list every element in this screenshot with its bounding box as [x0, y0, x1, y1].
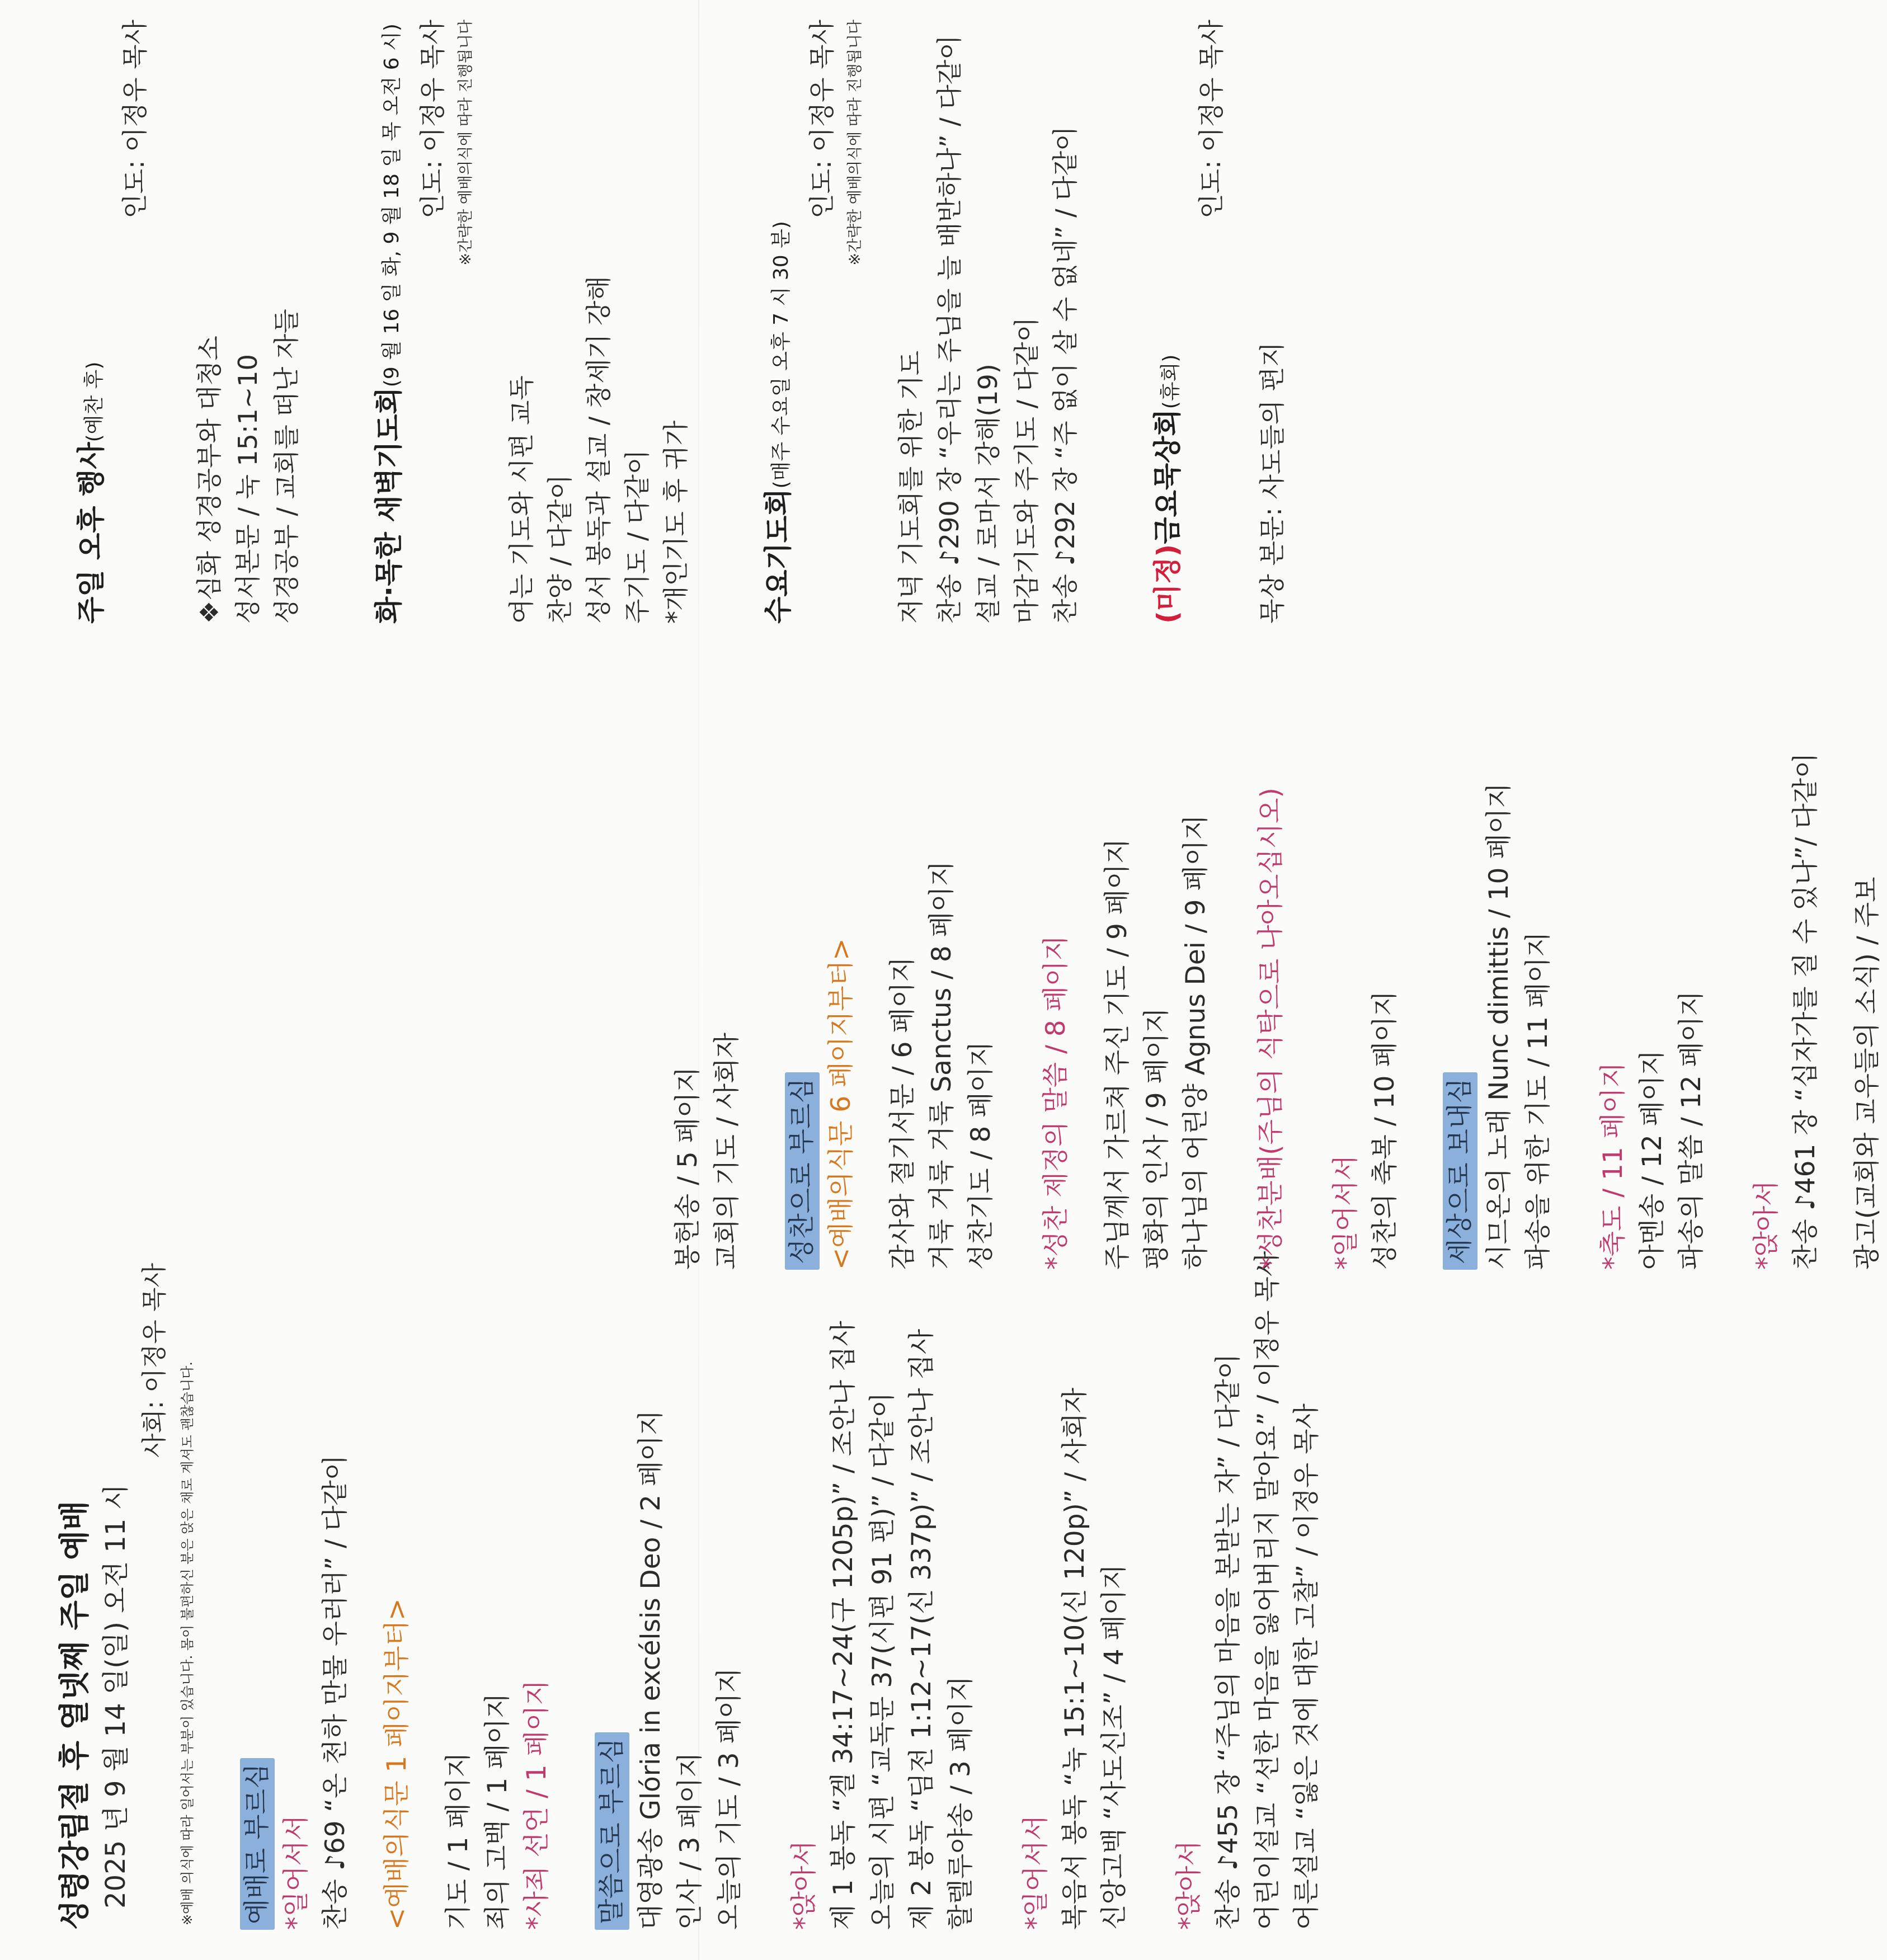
peace-item: 평화의 인사 / 9 페이지 [1141, 1007, 1172, 1270]
psalm-reading: 오늘의 시편 “교독문 37(시편 91 편)” / 다같이 [867, 1392, 898, 1930]
wednesday-prayer-title: 수요기도회(매주 수요일 오후 7 시 30 분) [762, 221, 794, 624]
nunc-dimittis-item: 시므온의 노래 Nunc dimittis / 10 페이지 [1484, 783, 1514, 1270]
wednesday-item: 찬송 ♪292 장 “주 없이 살 수 없네” / 다같이 [1050, 126, 1080, 624]
dawn-prayer-leader: 인도: 이정우 목사 [417, 20, 448, 219]
communion-panel [669, 682, 1883, 1270]
wednesday-item: 마감기도와 주기도 / 다같이 [1011, 317, 1042, 624]
creed-item: 신앙고백 “사도신조” / 4 페이지 [1099, 1564, 1130, 1930]
collect-item: 오늘의 기도 / 3 페이지 [714, 1667, 745, 1930]
closing-hymn: 찬송 ♪461 장 “십자가를 질 수 있나”/ 다같이 [1790, 752, 1821, 1270]
greeting-item: 인사 / 3 페이지 [675, 1752, 705, 1930]
absolution-item: *사죄 선언 / 1 페이지 [521, 1680, 552, 1930]
wednesday-item: 설교 / 로마서 강해(19) [973, 364, 1003, 624]
study-text-item: 성서본문 / 눅 15:1~10 [233, 354, 263, 624]
service-date: 2025 년 9 월 14 일(일) 오전 11 시 [100, 1484, 131, 1909]
sunday-service-panel [53, 1251, 1322, 1930]
friday-meditation-text: 묵상 본문: 사도들의 편지 [1257, 342, 1287, 624]
words-of-institution: *성찬 제정의 말씀 / 8 페이지 [1041, 935, 1071, 1270]
dawn-item: *개인기도 후 귀가 [661, 420, 691, 624]
sending-word-item: 파송의 말씀 / 12 페이지 [1676, 991, 1707, 1270]
deep-study-item: ❖심화 성경공부와 대청소 [194, 336, 224, 624]
adult-sermon: 어른설교 “잃은 것에 대한 고찰” / 이정우 목사 [1291, 1403, 1322, 1930]
liturgy-page-ref: <예배의식문 6 페이지부터> [826, 938, 857, 1270]
opening-hymn: 찬송 ♪69 “온 천하 만물 우러러” / 다같이 [320, 1454, 351, 1930]
agnus-dei-item: 하나님의 어린양 Agnus Dei / 9 페이지 [1180, 814, 1211, 1270]
sit-instruction: *앉아서 [789, 1840, 820, 1930]
stand-instruction: *일어서서 [1020, 1815, 1051, 1930]
section-call-to-worship: 예배로 부르심 [240, 1758, 275, 1930]
announcements-item: 광고(교회와 교우들의 소식) / 주보 [1852, 877, 1883, 1270]
children-sermon: 어린이설교 “선한 마음을 잃어버리지 말아요” / 이정우 목사 [1252, 1251, 1283, 1930]
service-host: 사회: 이정우 목사 [139, 1263, 169, 1458]
confession-item: 죄의 고백 / 1 페이지 [482, 1693, 513, 1930]
section-sending: 세상으로 보내심 [1443, 1072, 1477, 1270]
first-reading: 제 1 봉독 “겔 34:17~24(구 1205p)” / 조안나 집사 [828, 1321, 859, 1930]
gloria-item: 대영광송 Glória in excélsis Deo / 2 페이지 [636, 1410, 666, 1930]
weekly-events-panel [70, 20, 1323, 624]
study-topic-item: 성경공부 / 교회를 떠난 자들 [271, 309, 302, 624]
wednesday-item: 저녁 기도회를 위한 기도 [896, 350, 926, 624]
afternoon-event-title: 주일 오후 행사(예찬 후) [75, 361, 107, 624]
stand-instruction: *일어서서 [1330, 1155, 1361, 1270]
stand-instruction: *일어서서 [281, 1815, 312, 1930]
alleluia-item: 할렐루야송 / 3 페이지 [945, 1676, 976, 1930]
section-communion: 성찬으로 부르심 [785, 1072, 820, 1270]
offertory-item: 봉헌송 / 5 페이지 [672, 1067, 703, 1270]
dawn-item: 찬양 / 다같이 [545, 474, 575, 624]
communion-distribution: *성찬분배(주님의 식탁으로 나아오십시오) [1255, 788, 1286, 1270]
prayer-item: 기도 / 1 페이지 [443, 1752, 474, 1930]
section-word: 말씀으로 부르심 [595, 1732, 629, 1930]
church-prayer-item: 교회의 기도 / 사회자 [712, 1033, 742, 1270]
hymn-item: 찬송 ♪455 장 “주님의 마음을 본받는 자” / 다같이 [1213, 1353, 1244, 1930]
afternoon-leader: 인도: 이정우 목사 [120, 20, 150, 219]
sit-instruction: *앉아서 [1174, 1840, 1204, 1930]
wednesday-prayer-note: ※간략한 예배의식에 따라 진행됩니다 [846, 20, 864, 266]
eucharistic-prayer-item: 성찬기도 / 8 페이지 [966, 1041, 996, 1270]
amen-item: 아멘송 / 12 페이지 [1637, 1050, 1668, 1270]
sending-prayer-item: 파송을 위한 기도 / 11 페이지 [1523, 931, 1554, 1270]
dawn-item: 주기도 / 다같이 [622, 449, 652, 624]
thanksgiving-item: 감사와 절기서문 / 6 페이지 [887, 957, 918, 1270]
gospel-reading: 복음서 봉독 “눅 15:1~10(신 120p)” / 사회자 [1060, 1387, 1090, 1930]
dawn-prayer-note: ※간략한 예배의식에 따라 진행됩니다 [457, 20, 474, 266]
wednesday-prayer-leader: 인도: 이정우 목사 [807, 20, 837, 219]
sit-instruction: *앉아서 [1751, 1180, 1782, 1270]
communion-blessing: 성찬의 축복 / 10 페이지 [1370, 991, 1400, 1270]
liturgy-page-ref: <예배의식문 1 페이지부터> [382, 1598, 412, 1930]
posture-note: ※예배 의식에 따라 일어서는 부분이 있습니다. 몸이 불편하신 분은 앉은 채로 계셔도 괜찮습니다. [180, 1361, 195, 1925]
dawn-item: 여는 기도와 시편 교독 [506, 375, 537, 624]
second-reading: 제 2 봉독 “딤전 1:12~17(신 337p)” / 조안나 집사 [906, 1328, 937, 1930]
wednesday-item: 찬송 ♪290 장 “우리는 주님을 늘 배반하나” / 다같이 [934, 35, 964, 624]
sanctus-item: 거룩 거룩 거룩 Sanctus / 8 페이지 [926, 861, 957, 1270]
friday-meditation-leader: 인도: 이정우 목사 [1196, 20, 1226, 219]
benediction-item: *축도 / 11 페이지 [1598, 1062, 1629, 1270]
service-title: 성령강림절 후 열넷째 주일 예배 [57, 1500, 92, 1930]
dawn-item: 성서 봉독과 설교 / 창세기 강해 [583, 276, 614, 624]
dawn-prayer-title: 화·목한 새벽기도회(9 월 16 일 화, 9 월 18 일 목 오전 6 시) [373, 23, 405, 624]
lords-prayer-item: 주님께서 가르쳐 주신 기도 / 9 페이지 [1102, 838, 1133, 1270]
friday-meditation-title: (미정)금요묵상회(휴회) [1151, 354, 1184, 624]
